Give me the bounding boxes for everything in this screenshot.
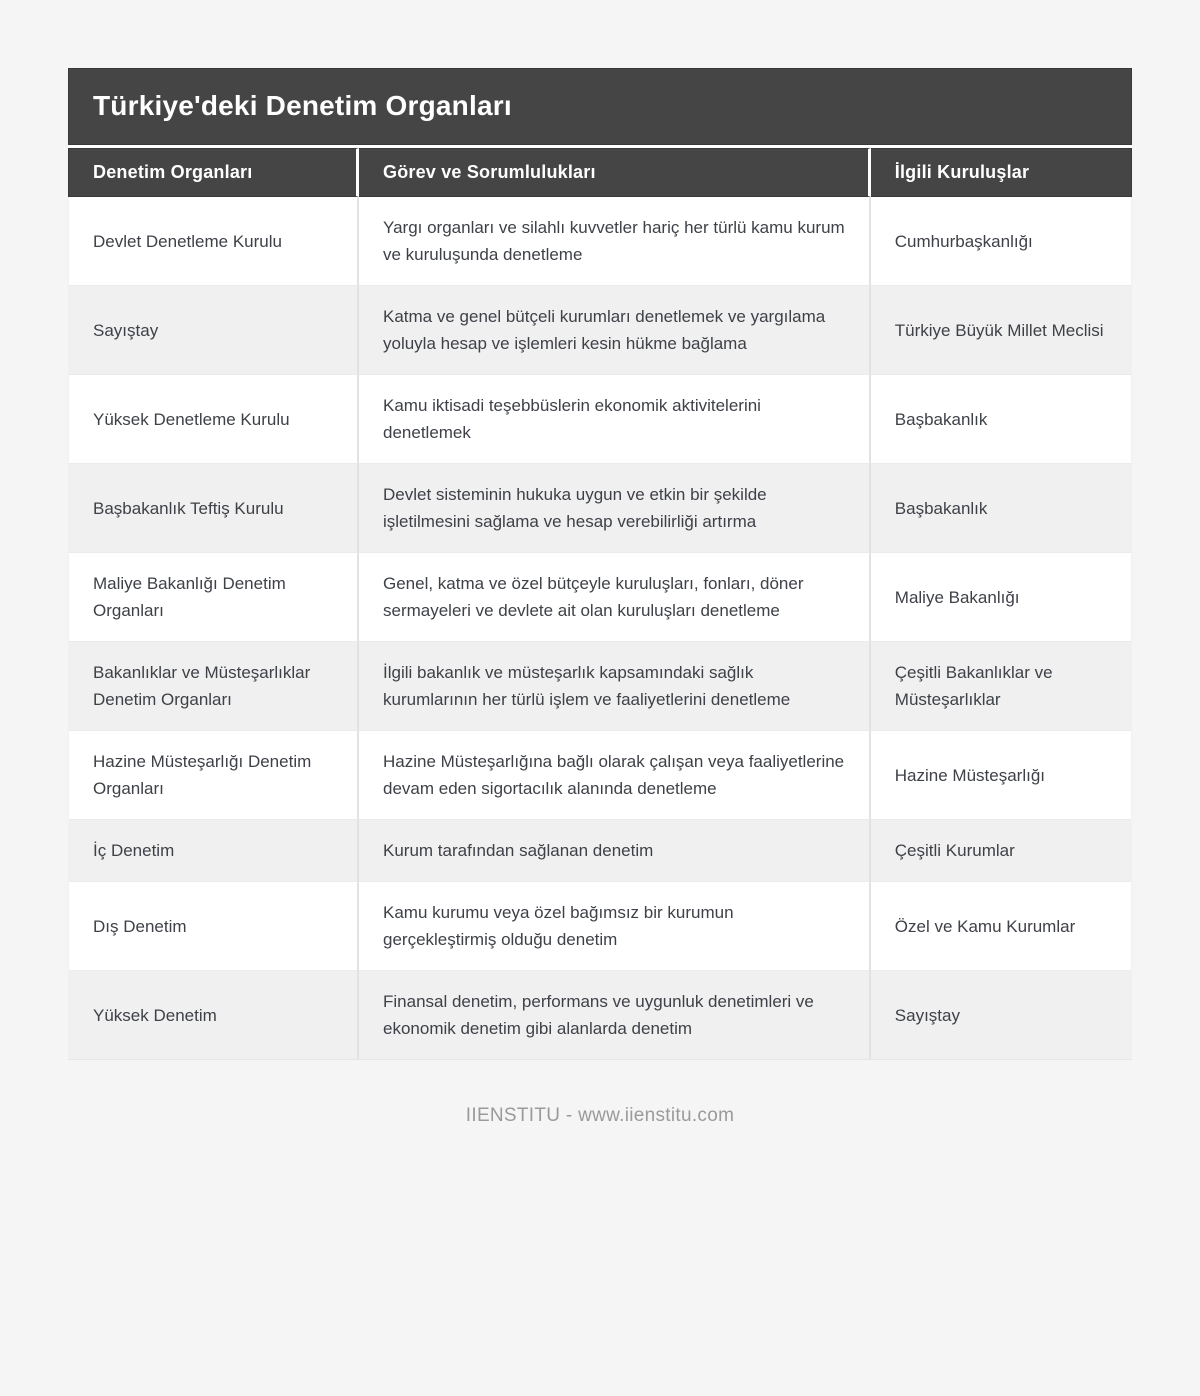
cell-denetim-organi: Sayıştay bbox=[68, 285, 359, 374]
cell-gorev-ve-sorumluluk: Kurum tarafından sağlanan denetim bbox=[359, 819, 871, 881]
cell-gorev-ve-sorumluluk: Devlet sisteminin hukuka uygun ve etkin bir şekilde işletilmesini sağlama ve hesap verebilirliği artırma bbox=[359, 463, 871, 552]
table-row bbox=[68, 463, 1132, 552]
cell-gorev-ve-sorumluluk: İlgili bakanlık ve müsteşarlık kapsamındaki sağlık kurumlarının her türlü işlem ve faaliyetlerini denetleme bbox=[359, 641, 871, 730]
cell-denetim-organi: İç Denetim bbox=[68, 819, 359, 881]
cell-denetim-organi: Bakanlıklar ve Müsteşarlıklar Denetim Organları bbox=[68, 641, 359, 730]
cell-denetim-organi: Dış Denetim bbox=[68, 881, 359, 970]
cell-ilgili-kurulus: Türkiye Büyük Millet Meclisi bbox=[871, 285, 1132, 374]
cell-denetim-organi: Maliye Bakanlığı Denetim Organları bbox=[68, 552, 359, 641]
cell-ilgili-kurulus: Sayıştay bbox=[871, 970, 1132, 1060]
cell-gorev-ve-sorumluluk: Kamu iktisadi teşebbüslerin ekonomik aktivitelerini denetlemek bbox=[359, 374, 871, 463]
table-row bbox=[68, 552, 1132, 641]
column-header-ilgili-kuruluslar: İlgili Kuruluşlar bbox=[871, 148, 1132, 197]
cell-denetim-organi: Başbakanlık Teftiş Kurulu bbox=[68, 463, 359, 552]
cell-denetim-organi: Yüksek Denetleme Kurulu bbox=[68, 374, 359, 463]
page-title: Türkiye'deki Denetim Organları bbox=[68, 68, 1132, 145]
table-row bbox=[68, 881, 1132, 970]
cell-ilgili-kurulus: Çeşitli Kurumlar bbox=[871, 819, 1132, 881]
table-row bbox=[68, 197, 1132, 285]
table-row bbox=[68, 970, 1132, 1060]
cell-denetim-organi: Yüksek Denetim bbox=[68, 970, 359, 1060]
cell-ilgili-kurulus: Başbakanlık bbox=[871, 374, 1132, 463]
cell-ilgili-kurulus: Cumhurbaşkanlığı bbox=[871, 197, 1132, 285]
cell-ilgili-kurulus: Maliye Bakanlığı bbox=[871, 552, 1132, 641]
cell-denetim-organi: Devlet Denetleme Kurulu bbox=[68, 197, 359, 285]
cell-gorev-ve-sorumluluk: Katma ve genel bütçeli kurumları denetlemek ve yargılama yoluyla hesap ve işlemleri kesin hükme bağlama bbox=[359, 285, 871, 374]
footer-credit: IIENSTITU - www.iienstitu.com bbox=[465, 1105, 735, 1126]
cell-gorev-ve-sorumluluk: Genel, katma ve özel bütçeyle kuruluşları, fonları, döner sermayeleri ve devlete ait olan kuruluşları denetleme bbox=[359, 552, 871, 641]
cell-ilgili-kurulus: Hazine Müsteşarlığı bbox=[871, 730, 1132, 819]
table-row bbox=[68, 819, 1132, 881]
column-header-gorev-ve-sorumluluklari: Görev ve Sorumlulukları bbox=[359, 148, 871, 197]
table-header-row bbox=[68, 148, 1132, 197]
table-row bbox=[68, 285, 1132, 374]
cell-gorev-ve-sorumluluk: Kamu kurumu veya özel bağımsız bir kurumun gerçekleştirmiş olduğu denetim bbox=[359, 881, 871, 970]
cell-ilgili-kurulus: Özel ve Kamu Kurumlar bbox=[871, 881, 1132, 970]
table-row bbox=[68, 730, 1132, 819]
cell-denetim-organi: Hazine Müsteşarlığı Denetim Organları bbox=[68, 730, 359, 819]
cell-ilgili-kurulus: Başbakanlık bbox=[871, 463, 1132, 552]
column-header-denetim-organlari: Denetim Organları bbox=[68, 148, 359, 197]
audit-organs-table-card bbox=[68, 68, 1132, 1060]
audit-organs-table bbox=[68, 148, 1132, 1060]
cell-gorev-ve-sorumluluk: Finansal denetim, performans ve uygunluk denetimleri ve ekonomik denetim gibi alanlarda denetim bbox=[359, 970, 871, 1060]
cell-gorev-ve-sorumluluk: Hazine Müsteşarlığına bağlı olarak çalışan veya faaliyetlerine devam eden sigortacılık alanında denetleme bbox=[359, 730, 871, 819]
cell-gorev-ve-sorumluluk: Yargı organları ve silahlı kuvvetler hariç her türlü kamu kurum ve kuruluşunda denetleme bbox=[359, 197, 871, 285]
cell-ilgili-kurulus: Çeşitli Bakanlıklar ve Müsteşarlıklar bbox=[871, 641, 1132, 730]
table-row bbox=[68, 374, 1132, 463]
table-row bbox=[68, 641, 1132, 730]
